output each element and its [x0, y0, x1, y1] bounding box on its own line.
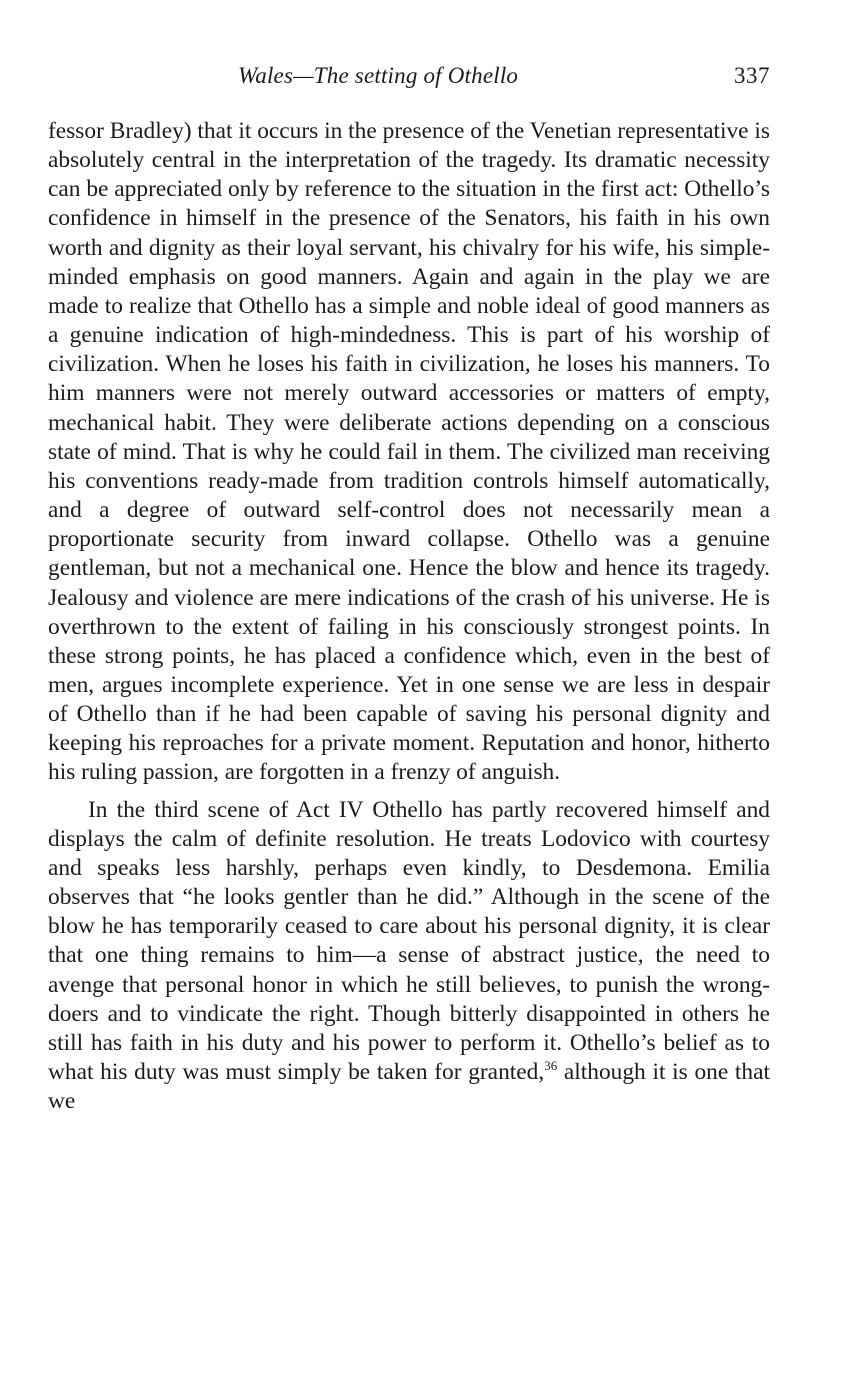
footnote-marker[interactable]: 36 — [544, 1058, 558, 1074]
body-text — [48, 117, 770, 1116]
paragraph-2-text: In the third scene of Act IV Othello has partly recovered himself and displays the calm of definite resolution. He treats Lodovico with courtesy and speaks less harshly, perhaps even kindly, to Desdemona. Emilia observes that “he looks gentler than he did.” Although in the scene of the blow he has temporarily ceased to care about his personal dignity, it is clear that one thing remains to him—a sense of abstract justice, the need to avenge that personal honor in which he still believes, to punish the wrong-doers and to vindicate the right. Though bitterly disappointed in others he still has faith in his duty and his power to perform it. Othello’s belief as to what his duty was must simply be taken for granted, — [48, 796, 770, 1085]
paragraph-2 — [48, 796, 770, 1117]
paragraph-2-continuation: although it is one that we — [48, 1059, 770, 1115]
page-number: 337 — [734, 63, 770, 88]
running-head — [48, 56, 770, 96]
paragraph-1: fessor Bradley) that it occurs in the presence of the Venetian representative is absolutely central in the interpretation of the tragedy. Its dramatic necessity can be appreciated only by reference to the situation in the first act: Othello’s confidence in himself in the presence of the Senators, his faith in his own worth and dignity as their loyal servant, his chivalry for his wife, his simple-minded emphasis on good manners. Again and again in the play we are made to realize that Othello has a simple and noble ideal of good manners as a genuine indication of high-mindedness. This is part of his worship of civilization. When he loses his faith in civilization, he loses his manners. To him manners were not merely outward accessories or matters of empty, mechanical habit. They were deliberate actions depending on a conscious state of mind. That is why he could fail in them. The civilized man receiving his conventions ready-made from tradition controls himself automatically, and a degree of outward self-control does not necessarily mean a proportionate security from inward collapse. Othello was a genuine gentleman, but not a mechanical one. Hence the blow and hence its tragedy. Jealousy and violence are mere indications of the crash of his universe. He is overthrown to the extent of failing in his consciously strongest points. In these strong points, he has placed a confidence which, even in the best of men, argues incomplete experience. Yet in one sense we are less in despair of Othello than if he had been capable of saving his personal dignity and keeping his reproaches for a private moment. Reputation and honor, hitherto his ruling passion, are forgotten in a frenzy of anguish. — [48, 118, 770, 786]
running-title: Wales—The setting of Othello — [238, 63, 519, 88]
